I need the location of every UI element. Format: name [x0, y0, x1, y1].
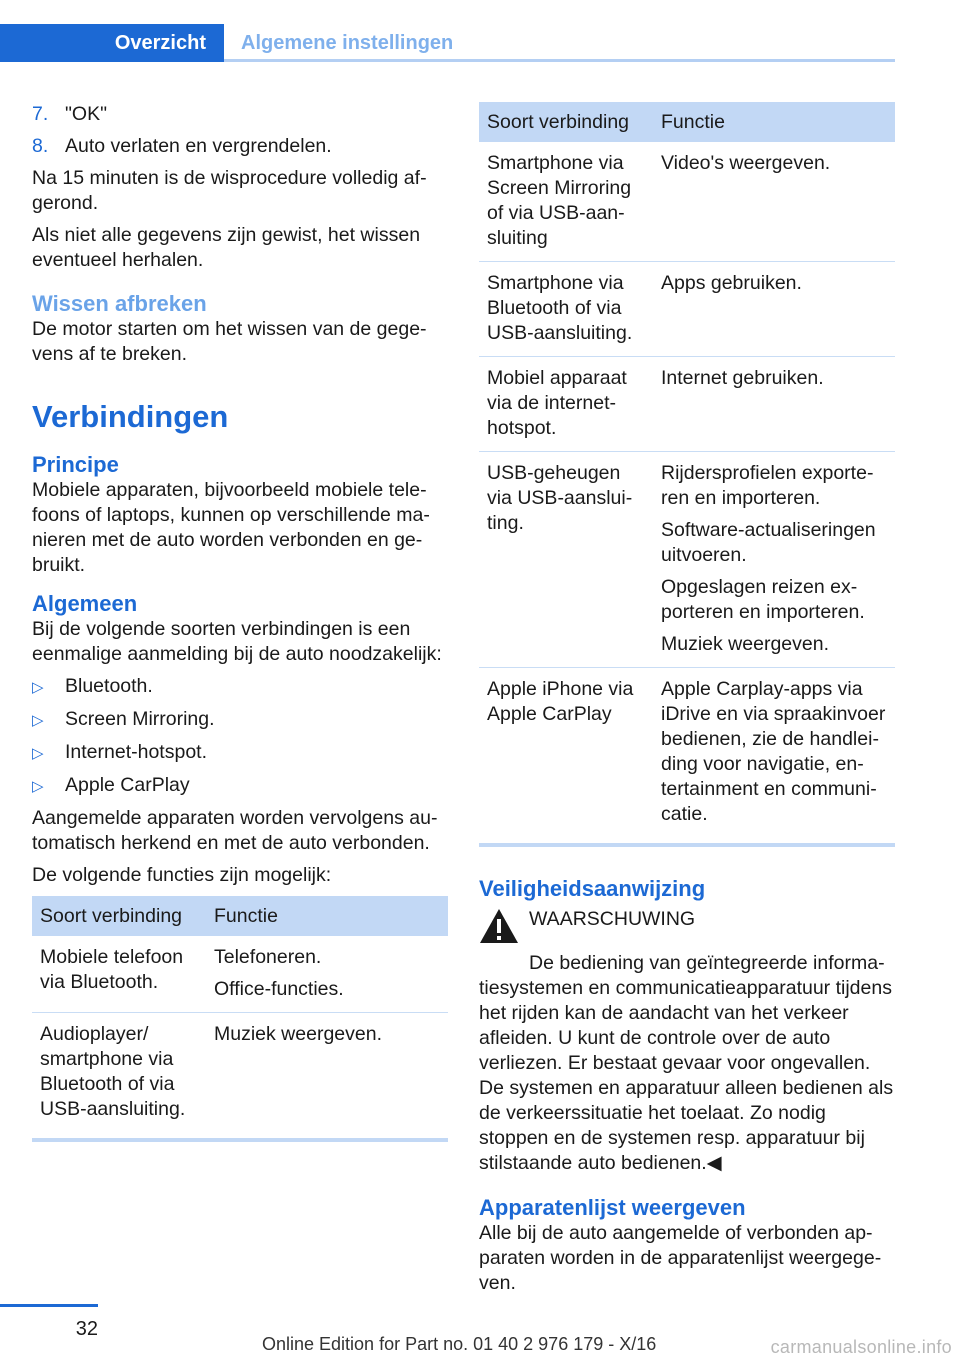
connections-table-right [479, 102, 895, 847]
cell-functions [206, 1013, 448, 1141]
function-item: Muziek weergeven. [661, 633, 829, 655]
list-item-text: Internet-hotspot. [65, 741, 208, 763]
list-item-text: Bluetooth. [65, 675, 153, 697]
triangle-bullet-icon: ▷ [32, 745, 44, 762]
list-item [32, 674, 448, 700]
function-item: Rijdersprofielen exporteren en importeren. [661, 462, 874, 509]
cell-functions [653, 357, 895, 452]
watermark-text: carmanualsonline.info [770, 1337, 952, 1357]
triangle-bullet-icon: ▷ [32, 712, 44, 729]
cell-functions [653, 452, 895, 668]
cell-functions [206, 936, 448, 1013]
paragraph-functies: De volgende functies zijn mogelijk: [32, 864, 332, 886]
paragraph-wissen-afbreken: De motor starten om het wissen van de gegevens af te breken. [32, 318, 427, 365]
column-header: Functie [206, 896, 448, 936]
table-row [32, 936, 448, 1013]
function-item: Video's weergeven. [661, 152, 831, 174]
step-text: Auto verlaten en vergrendelen. [65, 135, 332, 157]
table-row [479, 262, 895, 357]
left-column [32, 102, 448, 1142]
cell-type: Smartphone via Screen Mirroring of via USB-aansluiting [479, 142, 653, 262]
table-row [479, 142, 895, 262]
step-number: 8. [32, 135, 49, 157]
paragraph-aangemeld: Aangemelde apparaten worden vervolgens automatisch herkend en met de auto verbonden. [32, 807, 438, 854]
right-column [479, 102, 895, 1303]
step-7 [32, 102, 448, 127]
table-row [479, 452, 895, 668]
table-header-row [32, 896, 448, 936]
column-header: Functie [653, 102, 895, 142]
table-row [479, 668, 895, 846]
footer-rule [0, 1304, 98, 1307]
cell-functions [653, 142, 895, 262]
heading-algemeen: Algemeen [32, 591, 138, 616]
step-number: 7. [32, 103, 49, 125]
warning-title: WAARSCHUWING [529, 908, 696, 930]
page-header [0, 0, 895, 62]
cell-type: Audioplayer/ smartphone via Bluetooth of via USB-aansluiting. [32, 1013, 206, 1141]
paragraph-algemeen: Bij de volgende soorten verbindingen is een eenmalige aanmelding bij de auto noodzakelijk: [32, 618, 442, 665]
cell-type: Mobiele telefoon via Bluetooth. [32, 936, 206, 1013]
column-header: Soort verbinding [32, 896, 206, 936]
paragraph-herhalen: Als niet alle gegevens zijn gewist, het wissen eventueel herhalen. [32, 224, 421, 271]
table-header-row [479, 102, 895, 142]
table-row [479, 357, 895, 452]
warning-block [479, 907, 895, 951]
cell-type: Smartphone via Bluetooth of via USB-aansluiting. [479, 262, 653, 357]
function-item: Opgeslagen reizen exporteren en importeren. [661, 576, 865, 623]
function-item: Software-actualiseringen uitvoeren. [661, 519, 876, 566]
list-item [32, 773, 448, 799]
edition-text: Online Edition for Part no. 01 40 2 976 179 - X/16 [262, 1334, 657, 1354]
cell-functions [653, 262, 895, 357]
tab-overzicht[interactable]: Overzicht [0, 24, 224, 62]
function-item: Telefoneren. [214, 946, 322, 968]
triangle-bullet-icon: ▷ [32, 778, 44, 795]
cell-type: Mobiel apparaat via de internethotspot. [479, 357, 653, 452]
step-8 [32, 134, 448, 159]
function-item: Muziek weergeven. [214, 1023, 382, 1045]
paragraph-wisprocedure: Na 15 minuten is de wisprocedure volledig afgerond. [32, 167, 427, 214]
heading-apparatenlijst: Apparatenlijst weergeven [479, 1195, 746, 1220]
cell-type: USB-geheugen via USB-aansluiting. [479, 452, 653, 668]
function-item: Office-functies. [214, 978, 344, 1000]
connections-table-left [32, 896, 448, 1142]
function-item: Internet gebruiken. [661, 367, 824, 389]
heading-principe: Principe [32, 452, 119, 477]
warning-text: De bediening van geïntegreerde informatiesystemen en communicatieapparatuur tijdens het rijden kan de aandacht van het verkeer afleiden. U kunt de controle over de auto verliezen. Er bestaat gevaar voor ongevallen. De systemen en apparatuur alleen bedienen als de verkeerssituatie het toelaat. Zo nodig stoppen en de systemen resp. apparatuur bij stilstaande auto bedienen.◀ [479, 952, 894, 1174]
page-number: 32 [75, 1318, 98, 1340]
heading-verbindingen: Verbindingen [32, 399, 229, 434]
header-rule [224, 59, 895, 62]
table-row [32, 1013, 448, 1141]
column-header: Soort verbinding [479, 102, 653, 142]
step-text: "OK" [65, 103, 108, 125]
list-item [32, 707, 448, 733]
heading-wissen-afbreken: Wissen afbreken [32, 291, 207, 316]
list-item-text: Apple CarPlay [65, 774, 190, 796]
function-item: Apps gebruiken. [661, 272, 802, 294]
paragraph-principe: Mobiele apparaten, bijvoorbeeld mobiele telefoons of laptops, kunnen op verschillende manieren met de auto worden verbonden en gebruikt. [32, 479, 430, 576]
heading-veiligheidsaanwijzing: Veiligheidsaanwijzing [479, 876, 706, 901]
warning-triangle-icon [479, 907, 529, 951]
list-item [32, 740, 448, 766]
function-item: Apple Carplay-apps via iDrive en via spraakinvoer bedienen, zie de handleiding voor navigatie, entertainment en communicatie. [661, 678, 886, 825]
tab-algemene-instellingen[interactable]: Algemene instellingen [241, 31, 454, 54]
cell-functions [653, 668, 895, 846]
paragraph-apparatenlijst: Alle bij de auto aangemelde of verbonden apparaten worden in de apparatenlijst weergegeven. [479, 1222, 882, 1294]
list-item-text: Screen Mirroring. [65, 708, 215, 730]
cell-type: Apple iPhone via Apple CarPlay [479, 668, 653, 846]
triangle-bullet-icon: ▷ [32, 679, 44, 696]
